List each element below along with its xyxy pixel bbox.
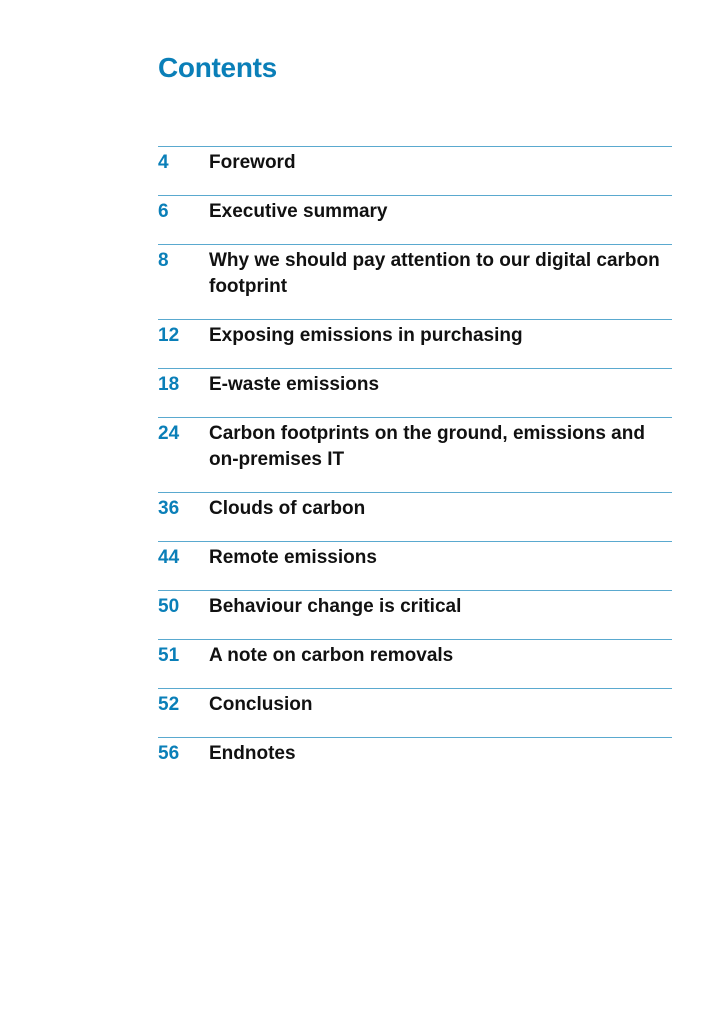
toc-entry-title: A note on carbon removals — [209, 645, 454, 666]
toc-entry-title: Carbon footprints on the ground, emissions and on-premises IT — [209, 423, 645, 470]
toc-page-number: 8 — [158, 250, 169, 271]
toc-entry[interactable] — [158, 319, 672, 368]
toc-entry[interactable] — [158, 417, 672, 492]
toc-entry[interactable] — [158, 492, 672, 541]
toc-page-number: 24 — [158, 423, 180, 444]
toc-entry[interactable] — [158, 244, 672, 319]
table-of-contents — [158, 146, 672, 786]
toc-page-number: 52 — [158, 694, 180, 715]
toc-page-number: 18 — [158, 374, 180, 395]
toc-entry-title: Exposing emissions in purchasing — [209, 325, 523, 346]
toc-entry-title: E-waste emissions — [209, 374, 380, 395]
toc-page-number: 6 — [158, 201, 169, 222]
toc-entry[interactable] — [158, 737, 672, 786]
toc-entry[interactable] — [158, 541, 672, 590]
toc-entry-title: Behaviour change is critical — [209, 596, 462, 617]
toc-entry[interactable] — [158, 590, 672, 639]
toc-entry-title: Conclusion — [209, 694, 313, 715]
toc-entry[interactable] — [158, 688, 672, 737]
toc-page-number: 12 — [158, 325, 180, 346]
toc-page-number: 4 — [158, 152, 169, 173]
toc-entry-title: Remote emissions — [209, 547, 377, 568]
toc-entry-title: Endnotes — [209, 743, 296, 764]
toc-page-number: 50 — [158, 596, 180, 617]
page-title: Contents — [158, 52, 277, 83]
toc-page-number: 56 — [158, 743, 180, 764]
toc-entry-title: Why we should pay attention to our digital carbon footprint — [209, 250, 660, 297]
toc-entry[interactable] — [158, 639, 672, 688]
contents-page — [158, 0, 672, 786]
toc-page-number: 36 — [158, 498, 180, 519]
toc-entry[interactable] — [158, 368, 672, 417]
toc-entry-title: Executive summary — [209, 201, 388, 222]
toc-entry-title: Clouds of carbon — [209, 498, 366, 519]
toc-entry-title: Foreword — [209, 152, 296, 173]
toc-entry[interactable] — [158, 146, 672, 195]
toc-entry[interactable] — [158, 195, 672, 244]
toc-page-number: 51 — [158, 645, 180, 666]
toc-page-number: 44 — [158, 547, 180, 568]
